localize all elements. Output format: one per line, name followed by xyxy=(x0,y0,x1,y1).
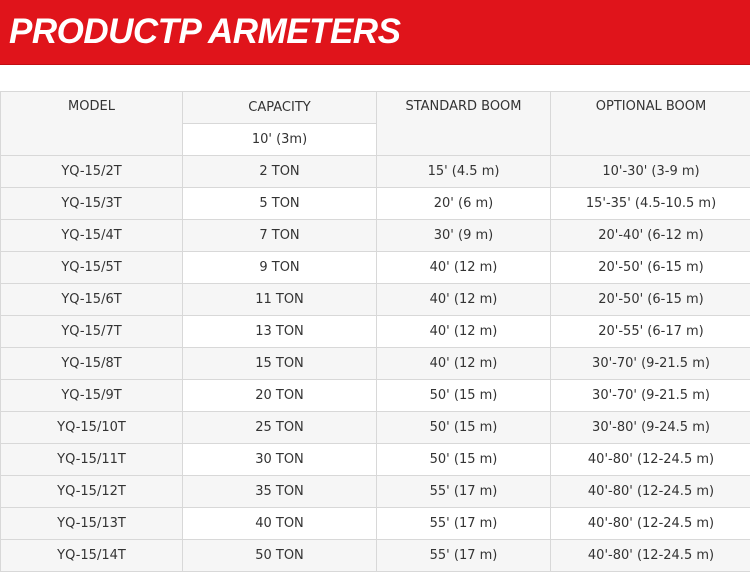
cell-capacity: 40 TON xyxy=(183,508,377,540)
cell-optional-boom: 20'-50' (6-15 m) xyxy=(551,252,750,284)
cell-model: YQ-15/14T xyxy=(1,540,183,572)
table-row xyxy=(1,380,750,412)
cell-capacity: 50 TON xyxy=(183,540,377,572)
cell-standard-boom: 40' (12 m) xyxy=(377,284,551,316)
table-body xyxy=(1,156,750,572)
cell-model: YQ-15/12T xyxy=(1,476,183,508)
cell-model: YQ-15/2T xyxy=(1,156,183,188)
cell-optional-boom: 15'-35' (4.5-10.5 m) xyxy=(551,188,750,220)
page-title: PRODUCTP ARMETERS xyxy=(9,12,400,52)
table-row xyxy=(1,284,750,316)
table-row xyxy=(1,508,750,540)
table-row xyxy=(1,252,750,284)
cell-optional-boom: 20'-55' (6-17 m) xyxy=(551,316,750,348)
cell-model: YQ-15/11T xyxy=(1,444,183,476)
table-header-row xyxy=(1,92,750,124)
cell-optional-boom: 40'-80' (12-24.5 m) xyxy=(551,508,750,540)
header-standard-boom: STANDARD BOOM xyxy=(377,92,551,156)
cell-capacity: 15 TON xyxy=(183,348,377,380)
cell-capacity: 11 TON xyxy=(183,284,377,316)
header-optional-boom: OPTIONAL BOOM xyxy=(551,92,750,156)
cell-standard-boom: 55' (17 m) xyxy=(377,476,551,508)
cell-model: YQ-15/7T xyxy=(1,316,183,348)
cell-standard-boom: 30' (9 m) xyxy=(377,220,551,252)
cell-capacity: 13 TON xyxy=(183,316,377,348)
cell-capacity: 35 TON xyxy=(183,476,377,508)
cell-optional-boom: 30'-70' (9-21.5 m) xyxy=(551,348,750,380)
header-capacity-radius: 10' (3m) xyxy=(183,124,377,156)
cell-standard-boom: 15' (4.5 m) xyxy=(377,156,551,188)
cell-model: YQ-15/6T xyxy=(1,284,183,316)
title-banner xyxy=(0,0,750,65)
cell-model: YQ-15/9T xyxy=(1,380,183,412)
cell-standard-boom: 20' (6 m) xyxy=(377,188,551,220)
cell-optional-boom: 40'-80' (12-24.5 m) xyxy=(551,540,750,572)
cell-standard-boom: 50' (15 m) xyxy=(377,444,551,476)
cell-model: YQ-15/4T xyxy=(1,220,183,252)
cell-capacity: 30 TON xyxy=(183,444,377,476)
cell-optional-boom: 30'-70' (9-21.5 m) xyxy=(551,380,750,412)
cell-capacity: 20 TON xyxy=(183,380,377,412)
cell-optional-boom: 20'-40' (6-12 m) xyxy=(551,220,750,252)
cell-standard-boom: 40' (12 m) xyxy=(377,316,551,348)
table-row xyxy=(1,476,750,508)
table-row xyxy=(1,412,750,444)
cell-capacity: 5 TON xyxy=(183,188,377,220)
cell-optional-boom: 20'-50' (6-15 m) xyxy=(551,284,750,316)
header-model: MODEL xyxy=(1,92,183,156)
table-row xyxy=(1,540,750,572)
table-row xyxy=(1,348,750,380)
cell-optional-boom: 30'-80' (9-24.5 m) xyxy=(551,412,750,444)
table-row xyxy=(1,316,750,348)
cell-model: YQ-15/8T xyxy=(1,348,183,380)
cell-standard-boom: 50' (15 m) xyxy=(377,412,551,444)
product-parameters-table xyxy=(0,91,750,572)
cell-standard-boom: 55' (17 m) xyxy=(377,540,551,572)
cell-optional-boom: 40'-80' (12-24.5 m) xyxy=(551,476,750,508)
cell-capacity: 7 TON xyxy=(183,220,377,252)
cell-standard-boom: 55' (17 m) xyxy=(377,508,551,540)
cell-model: YQ-15/10T xyxy=(1,412,183,444)
cell-model: YQ-15/13T xyxy=(1,508,183,540)
table-row xyxy=(1,444,750,476)
header-capacity: CAPACITY xyxy=(183,92,377,124)
cell-standard-boom: 40' (12 m) xyxy=(377,252,551,284)
cell-capacity: 25 TON xyxy=(183,412,377,444)
cell-model: YQ-15/5T xyxy=(1,252,183,284)
cell-capacity: 9 TON xyxy=(183,252,377,284)
cell-optional-boom: 40'-80' (12-24.5 m) xyxy=(551,444,750,476)
cell-capacity: 2 TON xyxy=(183,156,377,188)
table-row xyxy=(1,156,750,188)
cell-standard-boom: 40' (12 m) xyxy=(377,348,551,380)
cell-standard-boom: 50' (15 m) xyxy=(377,380,551,412)
cell-optional-boom: 10'-30' (3-9 m) xyxy=(551,156,750,188)
table-row xyxy=(1,220,750,252)
cell-model: YQ-15/3T xyxy=(1,188,183,220)
table-row xyxy=(1,188,750,220)
